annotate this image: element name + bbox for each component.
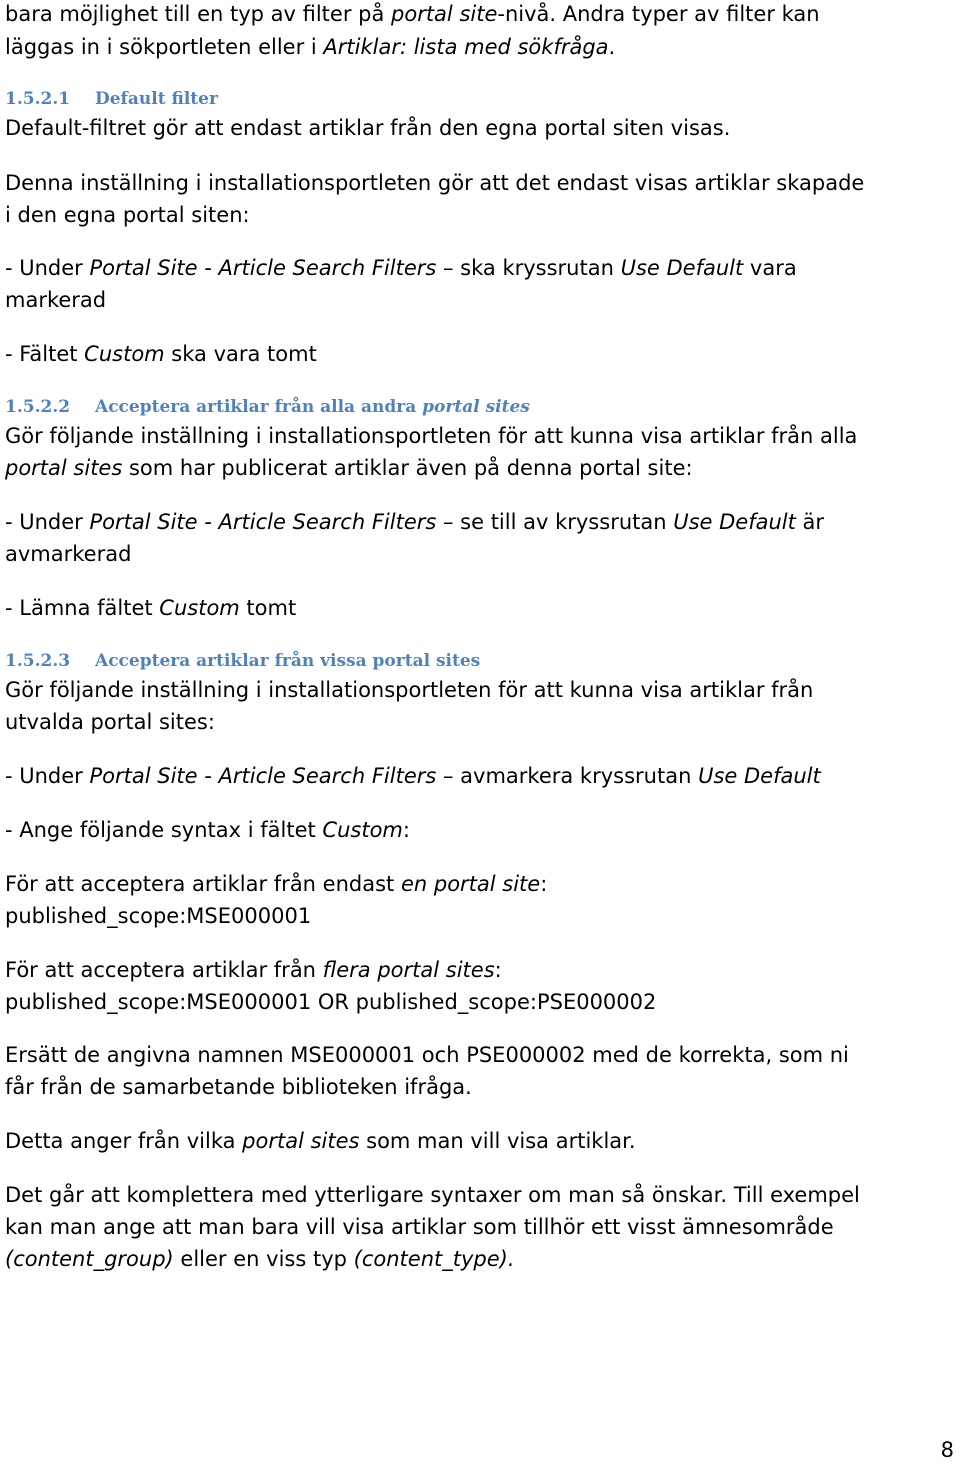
s3-paragraph-1a: Gör följande inställning i installationsportleten för att kunna visa artiklar från <box>5 678 814 702</box>
s3-paragraph-2b: får från de samarbetande biblioteken ifråga. <box>5 1075 472 1099</box>
s1-bullet-2: - Fältet Custom ska vara tomt <box>5 342 317 366</box>
s1-bullet-1: - Under Portal Site - Article Search Filters – ska kryssrutan Use Default vara <box>5 256 797 280</box>
s3-bullet-1: - Under Portal Site - Article Search Filters – avmarkera kryssrutan Use Default <box>5 764 821 788</box>
s2-paragraph-1b: portal sites som har publicerat artiklar även på denna portal site: <box>5 456 693 480</box>
s3-example-2-label: För att acceptera artiklar från flera portal sites: <box>5 958 502 982</box>
s3-bullet-2: - Ange följande syntax i fältet Custom: <box>5 818 410 842</box>
s3-example-1-label: För att acceptera artiklar från endast en portal site: <box>5 872 548 896</box>
s1-paragraph-2a: Denna inställning i installationsportleten gör att det endast visas artiklar skapade <box>5 171 865 195</box>
s3-paragraph-4b: kan man ange att man bara vill visa artiklar som tillhör ett visst ämnesområde <box>5 1215 834 1239</box>
s3-paragraph-1b: utvalda portal sites: <box>5 710 215 734</box>
s3-paragraph-4a: Det går att komplettera med ytterligare syntaxer om man så önskar. Till exempel <box>5 1183 860 1207</box>
s3-paragraph-2a: Ersätt de angivna namnen MSE000001 och PSE000002 med de korrekta, som ni <box>5 1043 849 1067</box>
section-heading-1-5-2-3: 1.5.2.3 Acceptera artiklar från vissa portal sites <box>5 651 481 671</box>
section-heading-1-5-2-1: 1.5.2.1 Default filter <box>5 89 218 109</box>
s1-bullet-1-cont: markerad <box>5 288 107 312</box>
s2-bullet-2: - Lämna fältet Custom tomt <box>5 596 297 620</box>
page-number: 8 <box>940 1438 954 1462</box>
s3-example-1-code: published_scope:MSE000001 <box>5 904 312 928</box>
s3-example-2-code: published_scope:MSE000001 OR published_scope:PSE000002 <box>5 990 657 1014</box>
section-heading-1-5-2-2: 1.5.2.2 Acceptera artiklar från alla andra portal sites <box>5 397 530 417</box>
s3-paragraph-3: Detta anger från vilka portal sites som man vill visa artiklar. <box>5 1129 636 1153</box>
s1-paragraph-1: Default-filtret gör att endast artiklar från den egna portal siten visas. <box>5 116 731 140</box>
s2-paragraph-1a: Gör följande inställning i installationsportleten för att kunna visa artiklar från alla <box>5 424 858 448</box>
intro-line-2: läggas in i sökportleten eller i Artiklar: lista med sökfråga. <box>5 35 616 59</box>
s1-paragraph-2b: i den egna portal siten: <box>5 203 250 227</box>
intro-line-1: bara möjlighet till en typ av filter på portal site-nivå. Andra typer av filter kan <box>5 2 820 26</box>
s3-paragraph-4c: (content_group) eller en viss typ (content_type). <box>5 1247 515 1271</box>
s2-bullet-1-cont: avmarkerad <box>5 542 132 566</box>
s2-bullet-1: - Under Portal Site - Article Search Filters – se till av kryssrutan Use Default är <box>5 510 825 534</box>
